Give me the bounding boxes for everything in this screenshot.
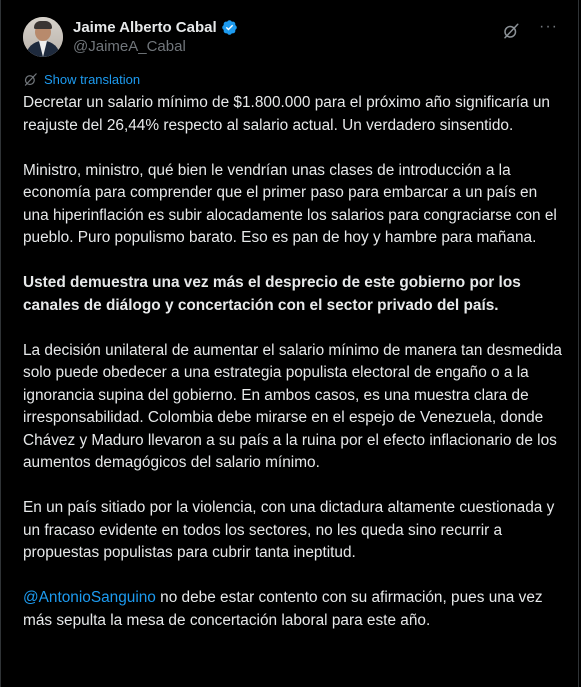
grok-icon[interactable] [502, 22, 520, 40]
post-paragraph-6-text: no debe estar contento con su afirmación, pues una vez más sepulta la mesa de concertación laboral para este año. [23, 589, 543, 629]
post-paragraph-1: Decretar un salario mínimo de $1.800.000 para el próximo año significaría un reajuste del 26,44% respecto al salario actual. Un verdadero sinsentido. [23, 94, 550, 134]
post-header [23, 17, 562, 61]
more-icon[interactable]: ··· [539, 18, 558, 35]
post-paragraph-2: Ministro, ministro, qué bien le vendrían unas clases de introducción a la economía para comprender que el primer paso para embarcar a un país en una hiperinflación es subir alocadamente los salarios para congraciarse con el pueblo. Puro populismo barato. Eso es pan de hoy y hambre para mañana. [23, 161, 557, 246]
post-text [23, 92, 563, 655]
author-info [73, 17, 238, 55]
verified-badge-icon[interactable] [221, 19, 238, 36]
author-handle[interactable]: @JaimeA_Cabal [73, 38, 186, 55]
avatar[interactable] [23, 17, 63, 57]
post-paragraph-5: En un país sitiado por la violencia, con una dictadura altamente cuestionada y un fracaso evidente en todos los sectores, no les queda sino recurrir a propuestas populistas para cubrir tanta ineptitud. [23, 499, 555, 561]
mention-link[interactable]: @AntonioSanguino [23, 589, 156, 606]
show-translation-link[interactable] [23, 72, 140, 87]
post-paragraph-6 [23, 587, 563, 632]
post-paragraph-4: La decisión unilateral de aumentar el salario mínimo de manera tan desmedida solo puede obedecer a una estrategia populista electoral de engaño o a la ignorancia supina del gobierno. En ambos casos, es una muestra clara de irresponsabilidad. Colombia debe mirarse en el espejo de Venezuela, donde Chávez y Maduro llevaron a su país a la ruina por el efecto inflacionario de los aumentos demagógicos del salario mínimo. [23, 341, 562, 471]
author-name[interactable]: Jaime Alberto Cabal [73, 18, 217, 36]
show-translation-label[interactable]: Show translation [44, 72, 141, 87]
translate-icon [23, 72, 38, 87]
post-paragraph-3: Usted demuestra una vez más el desprecio de este gobierno por los canales de diálogo y concertación con el sector privado del país. [23, 274, 521, 314]
